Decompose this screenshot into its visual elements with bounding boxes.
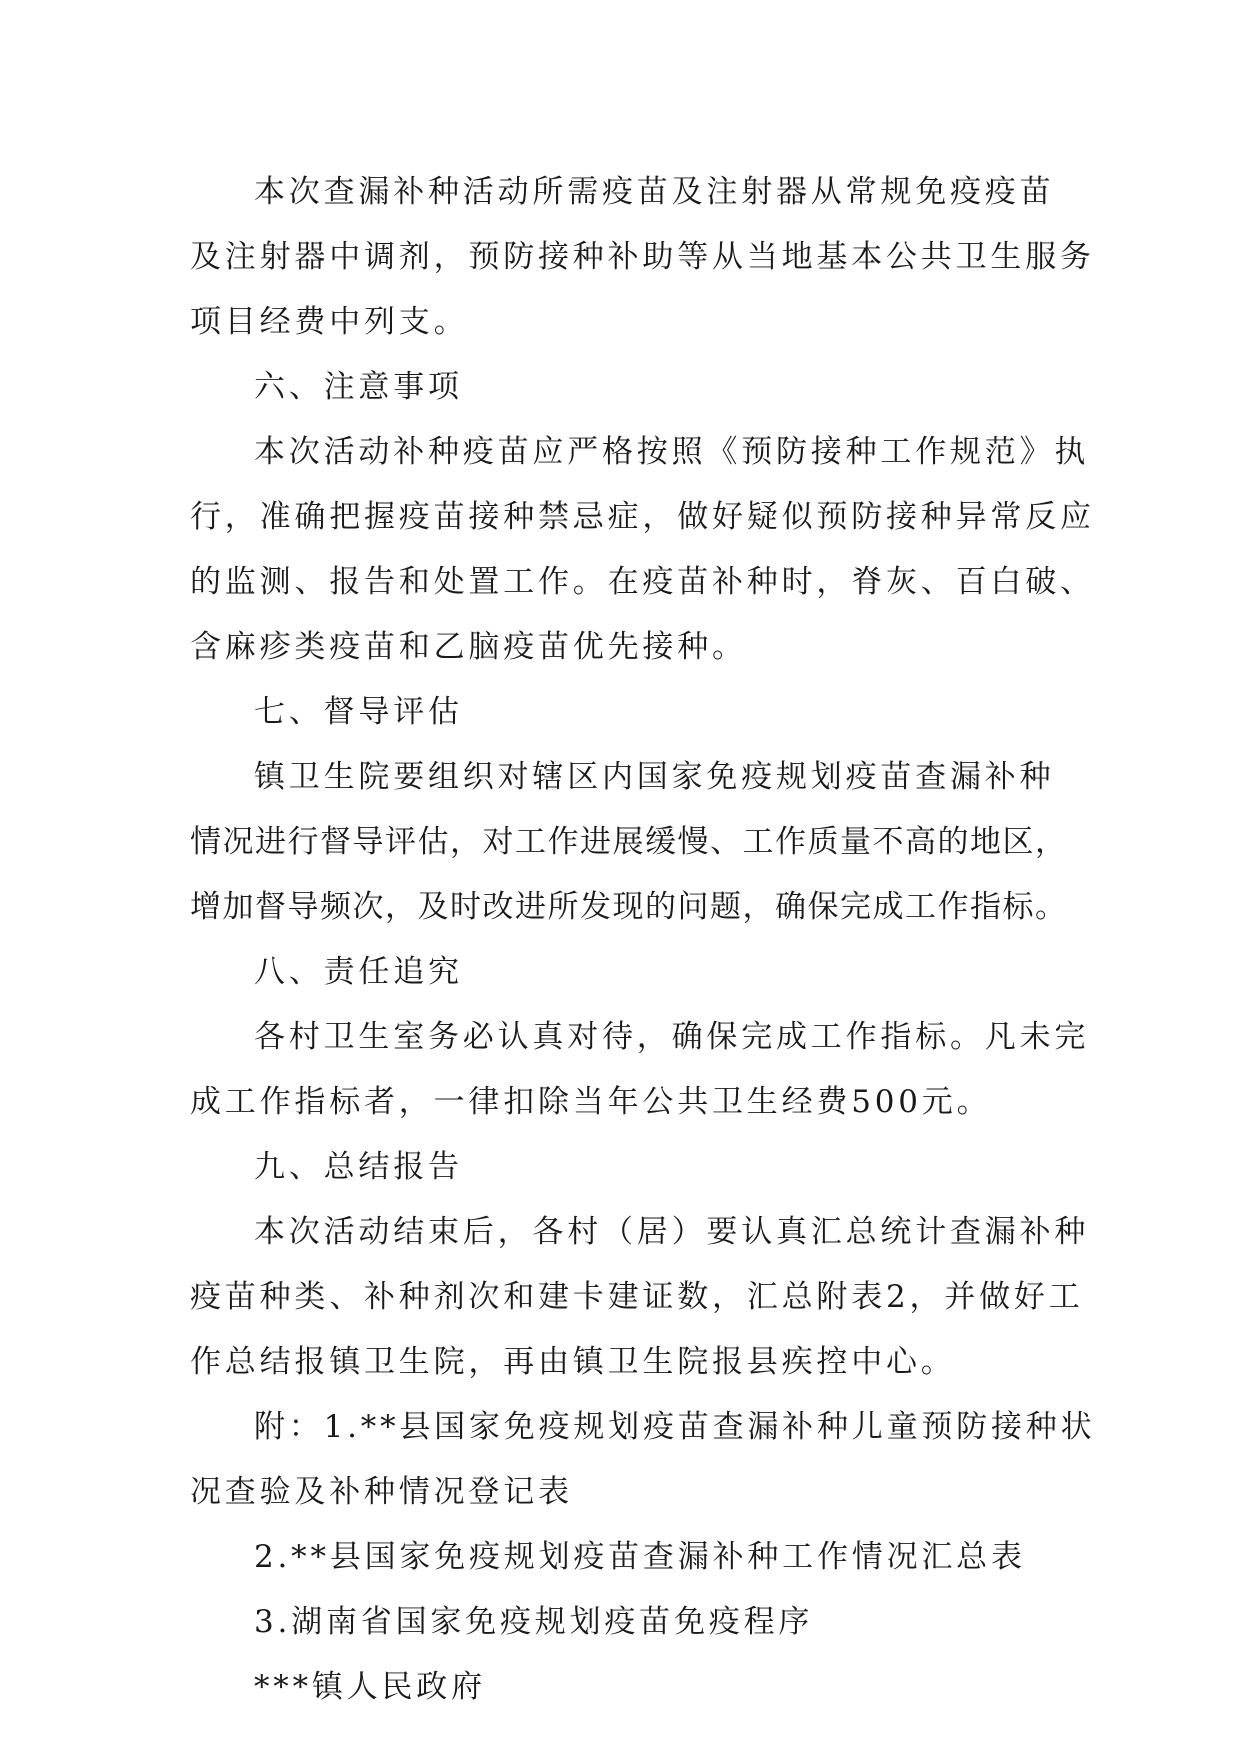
section-heading-notes: 六、注意事项 <box>254 369 463 405</box>
paragraph-supervision-line: 增加督导频次，及时改进所发现的问题，确保完成工作指标。 <box>190 889 1068 925</box>
attachment-item-3: 3.湖南省国家免疫规划疫苗免疫程序 <box>254 1604 814 1640</box>
paragraph-supervision-line: 镇卫生院要组织对辖区内国家免疫规划疫苗查漏补种 <box>254 759 1055 795</box>
paragraph-notes-line: 本次活动补种疫苗应严格按照《预防接种工作规范》执 <box>254 434 1090 470</box>
paragraph-funding-line: 项目经费中列支。 <box>190 304 469 340</box>
paragraph-supervision-line: 情况进行督导评估，对工作进展缓慢、工作质量不高的地区， <box>190 824 1068 860</box>
paragraph-notes-line: 的监测、报告和处置工作。在疫苗补种时，脊灰、百白破、 <box>190 564 1095 600</box>
section-heading-accountability: 八、责任追究 <box>254 954 463 990</box>
paragraph-summary-line: 疫苗种类、补种剂次和建卡建证数，汇总附表2，并做好工 <box>190 1279 1084 1315</box>
attachment-item-2: 2.**县国家免疫规划疫苗查漏补种工作情况汇总表 <box>254 1539 1026 1575</box>
paragraph-notes-line: 行，准确把握疫苗接种禁忌症，做好疑似预防接种异常反应 <box>190 499 1095 535</box>
section-heading-summary: 九、总结报告 <box>254 1149 463 1185</box>
paragraph-accountability-line: 各村卫生室务必认真对待，确保完成工作指标。凡未完 <box>254 1019 1090 1055</box>
paragraph-funding-line: 及注射器中调剂，预防接种补助等从当地基本公共卫生服务 <box>190 239 1095 275</box>
paragraph-accountability-line: 成工作指标者，一律扣除当年公共卫生经费500元。 <box>190 1084 992 1120</box>
attachment-item-1: 附：1.**县国家免疫规划疫苗查漏补种儿童预防接种状 <box>254 1409 1096 1445</box>
paragraph-notes-line: 含麻疹类疫苗和乙脑疫苗优先接种。 <box>190 629 747 665</box>
attachment-item-1-continued: 况查验及补种情况登记表 <box>190 1474 573 1510</box>
issuer-signature: ***镇人民政府 <box>254 1669 486 1705</box>
document-body <box>190 160 1096 1720</box>
paragraph-summary-line: 作总结报镇卫生院，再由镇卫生院报县疾控中心。 <box>190 1344 956 1380</box>
section-heading-supervision: 七、督导评估 <box>254 694 463 730</box>
paragraph-funding-line: 本次查漏补种活动所需疫苗及注射器从常规免疫疫苗 <box>254 174 1055 210</box>
paragraph-summary-line: 本次活动结束后，各村（居）要认真汇总统计查漏补种 <box>254 1214 1090 1250</box>
